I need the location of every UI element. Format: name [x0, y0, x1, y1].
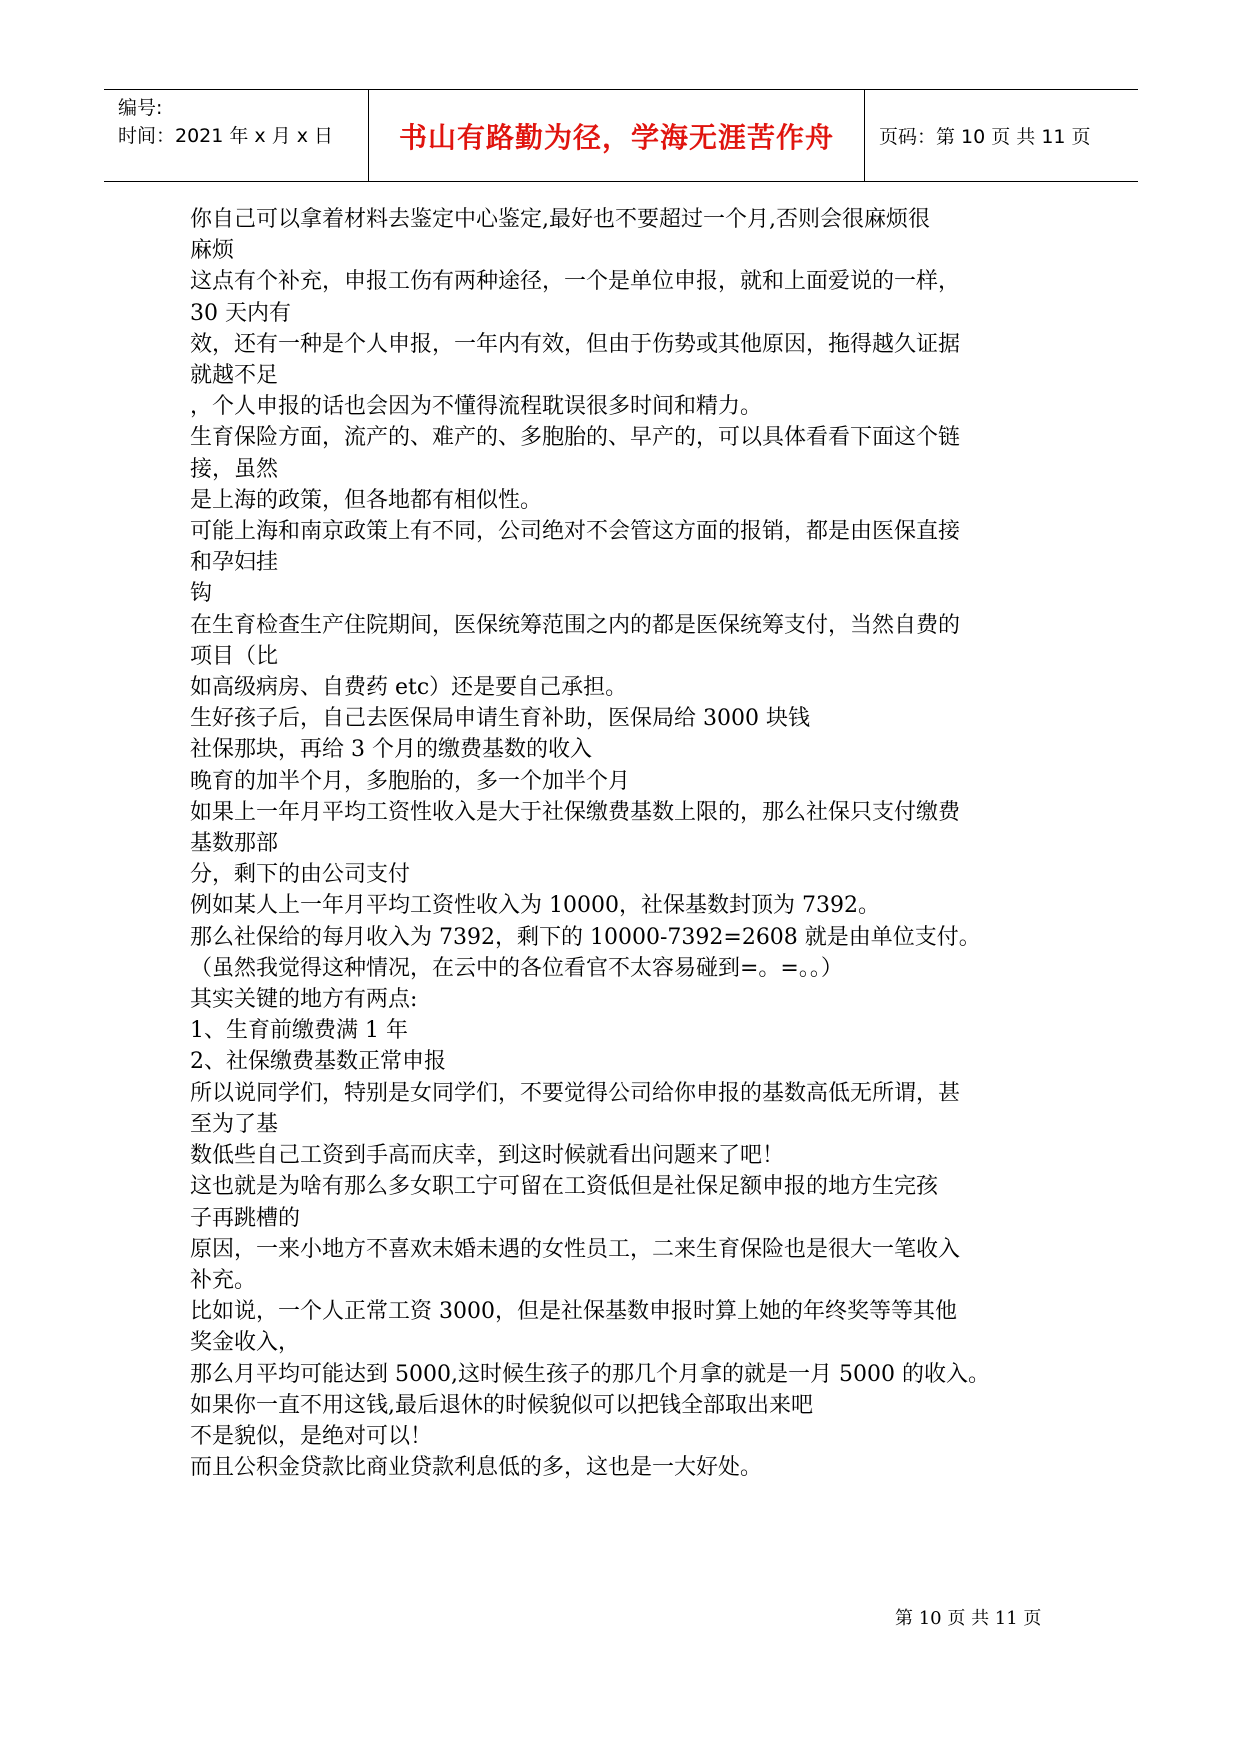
body-line: 麻烦	[190, 238, 235, 264]
body-line: 不是貌似，是绝对可以！	[190, 1423, 433, 1449]
body-line: 如果上一年月平均工资性收入是大于社保缴费基数上限的，那么社保只支付缴费	[190, 799, 961, 825]
body-line: 30 天内有	[190, 300, 291, 326]
number-label: 编号:	[118, 97, 163, 119]
body-line: 1、生育前缴费满 1 年	[190, 1018, 408, 1044]
body-line: 基数那部	[190, 831, 279, 857]
header-right-cell	[865, 90, 1138, 181]
body-line: 2、社保缴费基数正常申报	[190, 1049, 446, 1075]
header-middle-cell	[369, 90, 865, 181]
body-line: 所以说同学们，特别是女同学们，不要觉得公司给你申报的基数高低无所谓，甚	[190, 1080, 961, 1106]
header-left-cell	[104, 90, 369, 181]
body-line: 生好孩子后，自己去医保局申请生育补助，医保局给 3000 块钱	[190, 706, 810, 732]
page-footer: 第 10 页 共 11 页	[895, 1608, 1042, 1629]
body-line: 分，剩下的由公司支付	[190, 862, 411, 888]
body-line: （虽然我觉得这种情况，在云中的各位看官不太容易碰到=。=。。）	[190, 955, 843, 981]
body-line: 补充。	[190, 1267, 257, 1293]
body-line: 接，虽然	[190, 456, 279, 482]
body-line: 而且公积金贷款比商业贷款利息低的多，这也是一大好处。	[190, 1455, 763, 1481]
motto-text: 书山有路勤为径，学海无涯苦作舟	[398, 120, 834, 154]
body-line: 晚育的加半个月，多胞胎的，多一个加半个月	[190, 768, 631, 794]
body-line: 其实关键的地方有两点:	[190, 987, 418, 1013]
body-line: 生育保险方面，流产的、难产的、多胞胎的、早产的，可以具体看看下面这个链	[190, 425, 961, 451]
body-line: 数低些自己工资到手高而庆幸，到这时候就看出问题来了吧！	[190, 1143, 785, 1169]
body-line: 那么月平均可能达到 5000,这时候生孩子的那几个月拿的就是一月 5000 的收入。	[190, 1361, 990, 1387]
body-line: 和孕妇挂	[190, 550, 279, 576]
body-line: 至为了基	[190, 1111, 279, 1137]
body-line: 就越不足	[190, 363, 279, 389]
body-line: 比如说，一个人正常工资 3000，但是社保基数申报时算上她的年终奖等等其他	[190, 1299, 957, 1325]
body-line: 这也就是为啥有那么多女职工宁可留在工资低但是社保足额申报的地方生完孩	[190, 1174, 939, 1200]
body-line: 例如某人上一年月平均工资性收入为 10000，社保基数封顶为 7392。	[190, 893, 880, 919]
body-line: 如果你一直不用这钱,最后退休的时候貌似可以把钱全部取出来吧	[190, 1392, 813, 1418]
page-header	[104, 89, 1138, 182]
body-line: 你自己可以拿着材料去鉴定中心鉴定,最好也不要超过一个月,否则会很麻烦很	[190, 207, 930, 232]
body-line: 项目（比	[190, 643, 279, 669]
body-line: 在生育检查生产住院期间，医保统筹范围之内的都是医保统筹支付，当然自费的	[190, 612, 961, 638]
body-line: 子再跳槽的	[190, 1205, 301, 1231]
body-line: ，个人申报的话也会因为不懂得流程耽误很多时间和精力。	[190, 394, 763, 420]
body-line: 那么社保给的每月收入为 7392，剩下的 10000-7392=2608 就是由单位支付。	[190, 924, 981, 950]
body-line: 社保那块，再给 3 个月的缴费基数的收入	[190, 737, 592, 763]
page-info: 页码：第 10 页 共 11 页	[879, 126, 1091, 148]
body-line: 原因，一来小地方不喜欢未婚未遇的女性员工，二来生育保险也是很大一笔收入	[190, 1236, 961, 1262]
body-line: 效，还有一种是个人申报，一年内有效，但由于伤势或其他原因，拖得越久证据	[190, 331, 961, 357]
body-line: 钩	[190, 581, 213, 607]
body-line: 这点有个补充，申报工伤有两种途径，一个是单位申报，就和上面爱说的一样，	[190, 269, 961, 295]
body-line: 如高级病房、自费药 etc）还是要自己承担。	[190, 675, 628, 701]
body-line: 是上海的政策，但各地都有相似性。	[190, 487, 543, 513]
document-body	[190, 204, 1060, 1483]
time-label: 时间：2021 年 x 月 x 日	[118, 125, 334, 147]
body-line: 奖金收入，	[190, 1330, 301, 1356]
body-line: 可能上海和南京政策上有不同，公司绝对不会管这方面的报销，都是由医保直接	[190, 519, 961, 545]
